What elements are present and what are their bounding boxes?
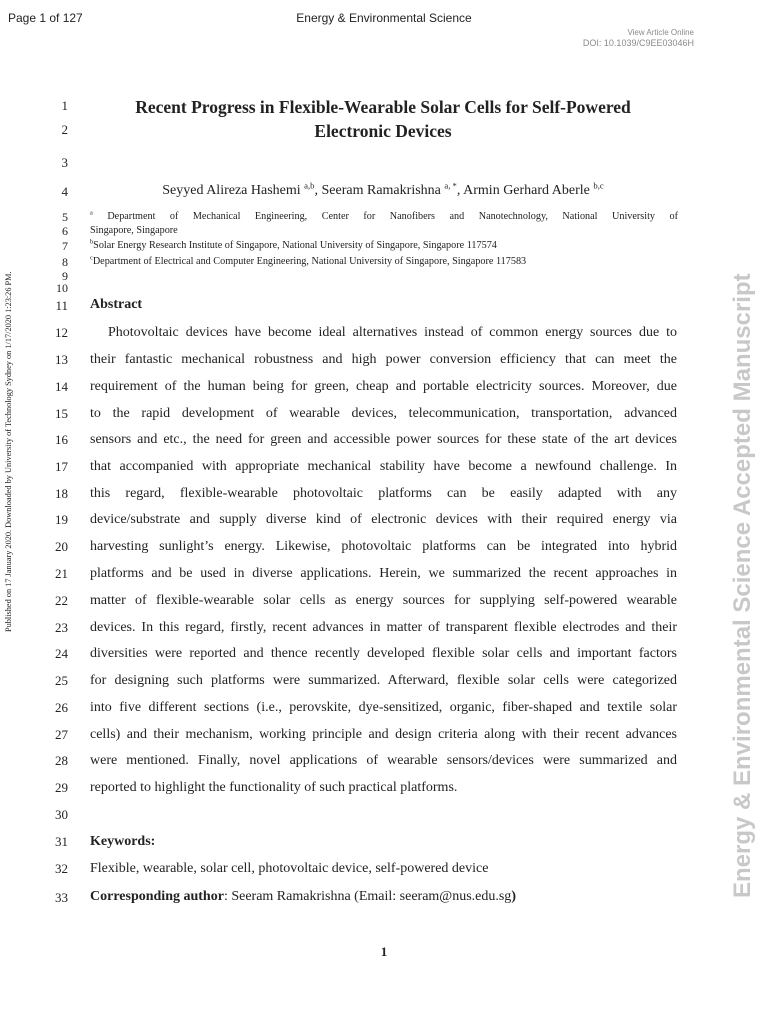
line-number: 22 bbox=[55, 593, 68, 608]
author-list: Seyyed Alireza Hashemi $^{a,b}$, Seeram Ramakrishna $^{a, *}$, Armin Gerhard Aberle $^{b,c}$ bbox=[162, 180, 604, 198]
line-number: 14 bbox=[55, 379, 68, 394]
abstract-line: platforms and be used in diverse applications. Herein, we summarized the recent approaches in bbox=[90, 566, 677, 581]
abstract-line: their fantastic mechanical robustness and high power conversion efficiency that can meet the bbox=[90, 352, 677, 367]
line-number: 1 bbox=[61, 98, 68, 113]
view-article-online-link[interactable]: View Article Online bbox=[627, 28, 694, 37]
abstract-line: matter of flexible-wearable solar cells as energy sources for supplying self-powered wearable bbox=[90, 593, 677, 608]
corresponding-author-contact: : Seeram Ramakrishna (Email: seeram@nus.edu.sg bbox=[223, 889, 512, 904]
line-number: 17 bbox=[55, 459, 68, 474]
line-number: 6 bbox=[62, 224, 68, 238]
line-number: 15 bbox=[55, 406, 68, 421]
affiliation-mark: c bbox=[90, 254, 93, 262]
affiliation-mark: a bbox=[90, 209, 93, 217]
page-number: 1 bbox=[380, 944, 388, 959]
line-number: 30 bbox=[55, 807, 68, 822]
line-number: 31 bbox=[55, 834, 68, 849]
affiliation-text: Department of Mechanical Engineering, Center for Nanofibers and Nanotechnology, National University of bbox=[107, 211, 678, 222]
affiliation-b bbox=[90, 240, 678, 253]
line-number: 2 bbox=[61, 122, 68, 137]
line-number: 20 bbox=[55, 539, 68, 554]
affiliation-c bbox=[90, 256, 678, 269]
line-number: 23 bbox=[55, 620, 68, 635]
line-number: 7 bbox=[62, 239, 68, 253]
line-number: 18 bbox=[55, 486, 68, 501]
abstract-line: devices. In this regard, firstly, recent advances in matter of transparent flexible electrodes and their bbox=[90, 620, 677, 635]
page-label: Page 1 of 127 bbox=[8, 11, 83, 25]
line-number: 5 bbox=[62, 210, 68, 224]
line-number: 16 bbox=[55, 432, 68, 447]
line-number: 24 bbox=[55, 646, 68, 661]
line-number: 12 bbox=[55, 325, 68, 340]
paper-title-line-2: Electronic Devices bbox=[314, 121, 452, 141]
line-number: 32 bbox=[55, 861, 68, 876]
line-number: 29 bbox=[55, 780, 68, 795]
affiliation-text: Solar Energy Research Institute of Singapore, National University of Singapore, Singapore 117574 bbox=[93, 240, 497, 251]
line-number: 33 bbox=[55, 890, 68, 905]
line-number: 26 bbox=[55, 700, 68, 715]
abstract-line: cells) and their mechanism, working principle and design criteria along with their recent advances bbox=[90, 727, 677, 742]
doi: DOI: 10.1039/C9EE03046H bbox=[582, 38, 694, 48]
line-number: 9 bbox=[62, 269, 68, 283]
closing-paren: ) bbox=[511, 889, 516, 904]
corresponding-author-label: Corresponding author bbox=[90, 889, 224, 904]
line-number: 27 bbox=[55, 727, 68, 742]
affiliation-mark: b bbox=[90, 238, 94, 246]
keywords-heading: Keywords: bbox=[90, 834, 156, 849]
abstract-line: harvesting sunlight’s energy. Likewise, photovoltaic platforms can be integrated into hybrid bbox=[90, 539, 677, 554]
affiliation-text: Department of Electrical and Computer Engineering, National University of Singapore, Singapore 117583 bbox=[92, 256, 527, 267]
line-number: 19 bbox=[55, 512, 68, 527]
author-name: Seeram Ramakrishna bbox=[321, 183, 441, 198]
abstract-line: reported to highlight the functionality of such practical platforms. bbox=[90, 780, 458, 795]
abstract-line: into five different sections (i.e., perovskite, dye-sensitized, organic, fiber-shaped and textile solar bbox=[90, 700, 677, 715]
line-number: 11 bbox=[55, 298, 68, 313]
author-affiliation-mark: a, * bbox=[444, 180, 457, 191]
abstract-line: this regard, flexible-wearable photovoltaic platforms can be easily adapted with any bbox=[90, 486, 677, 501]
abstract-line: device/substrate and supply diverse kind of electronic devices with their required energy via bbox=[90, 512, 677, 527]
abstract-line: were mentioned. Finally, novel applications of wearable sensors/devices were summarized and bbox=[90, 753, 677, 768]
author-name: Seyyed Alireza Hashemi bbox=[162, 183, 301, 198]
abstract-line: to the rapid development of wearable devices, telecommunication, transportation, advanced bbox=[90, 406, 677, 421]
keywords-text: Flexible, wearable, solar cell, photovoltaic device, self-powered device bbox=[90, 861, 489, 876]
abstract-heading: Abstract bbox=[90, 297, 143, 312]
journal-name: Energy & Environmental Science bbox=[296, 11, 472, 25]
line-number: 3 bbox=[61, 155, 68, 170]
abstract-line: sensors and etc., the need for green and accessible power sources for these state of the art devices bbox=[90, 432, 677, 447]
abstract-line: for designing such platforms were summarized. Afterward, flexible solar cells were categorized bbox=[90, 673, 677, 688]
abstract-line: that accompanied with appropriate mechanical stability have become a newfound challenge. In bbox=[90, 459, 677, 474]
line-number: 8 bbox=[62, 255, 68, 269]
line-number: 28 bbox=[55, 753, 68, 768]
affiliation-a bbox=[90, 211, 678, 224]
affiliation-a-cont: Singapore, Singapore bbox=[90, 225, 178, 236]
published-note: Published on 17 January 2020. Downloaded by University of Technology Sydney on 1/17/2020 1:23:26 PM. bbox=[4, 271, 13, 632]
paper-title-line-1: Recent Progress in Flexible-Wearable Solar Cells for Self-Powered bbox=[135, 97, 631, 117]
accepted-manuscript-watermark: Energy & Environmental Science Accepted Manuscript bbox=[729, 273, 756, 898]
abstract-line: Photovoltaic devices have become ideal alternatives instead of common energy sources due to bbox=[108, 325, 677, 340]
abstract-line: requirement of the human being for green, cheap and portable electricity sources. Moreover, due bbox=[90, 379, 677, 394]
line-number: 4 bbox=[61, 184, 68, 199]
abstract-line: diversities were reported and thence recently developed flexible solar cells and important factors bbox=[90, 646, 677, 661]
line-number: 13 bbox=[55, 352, 68, 367]
author-name: Armin Gerhard Aberle bbox=[463, 183, 590, 198]
corresponding-author bbox=[90, 889, 516, 905]
line-number: 25 bbox=[55, 673, 68, 688]
line-number: 10 bbox=[56, 281, 68, 295]
author-affiliation-mark: b,c bbox=[593, 180, 604, 191]
line-number: 21 bbox=[55, 566, 68, 581]
author-affiliation-mark: a,b bbox=[304, 180, 315, 191]
